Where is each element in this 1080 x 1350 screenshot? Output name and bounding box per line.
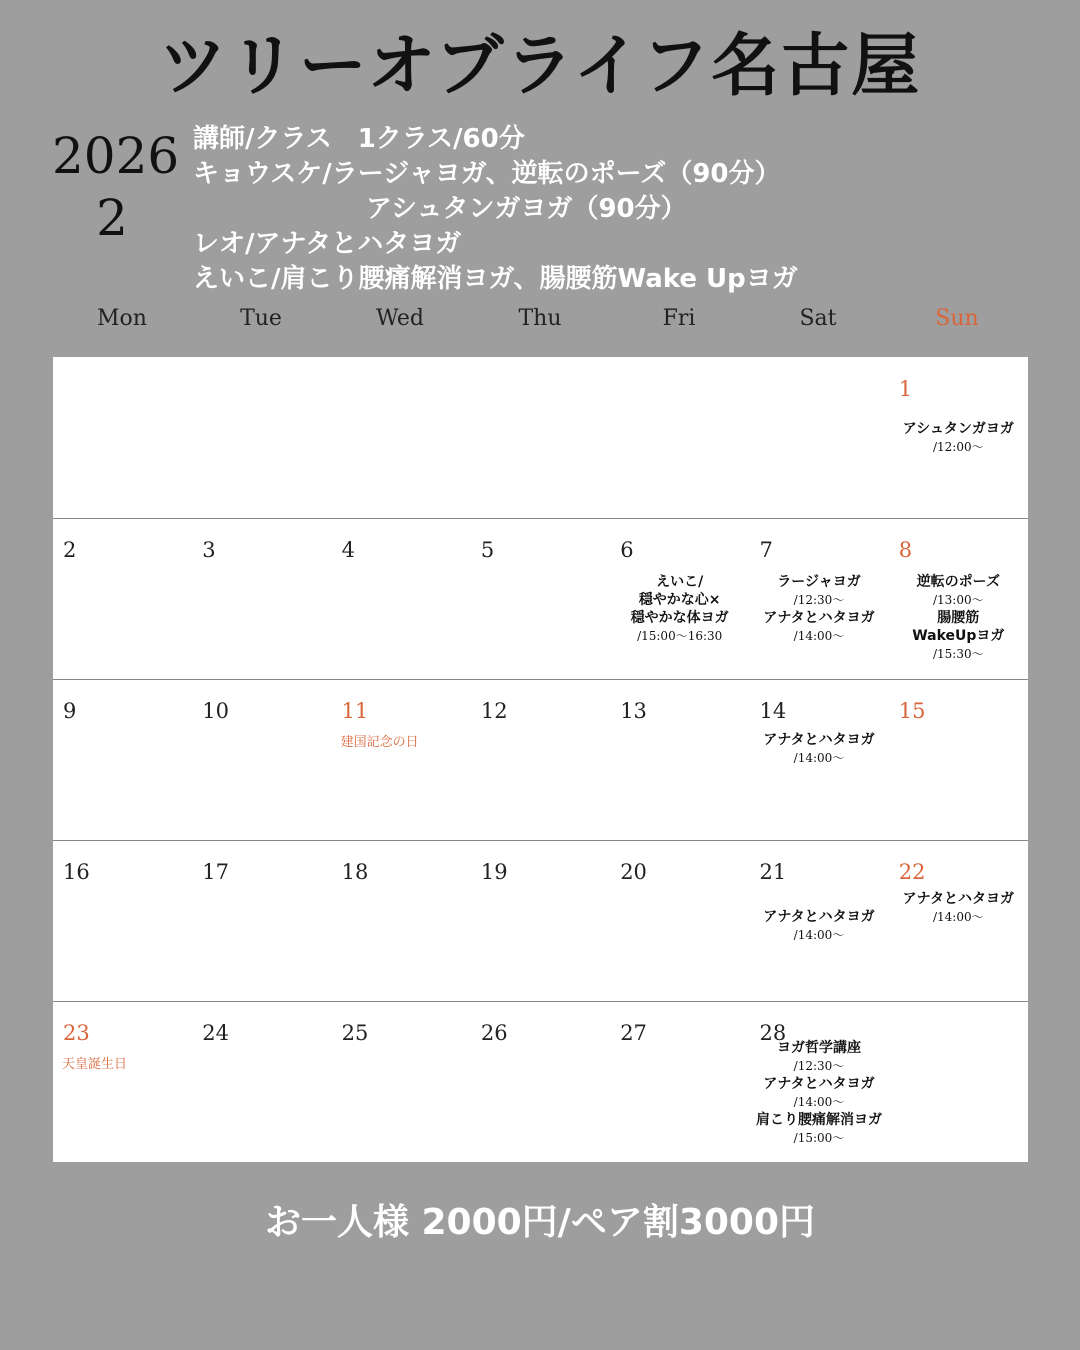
class-name: アナタとハタヨガ — [763, 732, 875, 748]
weekday-header: Mon — [97, 306, 147, 331]
day-cell — [53, 518, 192, 679]
class-name: アナタとハタヨガ — [763, 1076, 875, 1092]
day-cell — [192, 1001, 331, 1162]
calendar-grid — [53, 357, 1028, 1162]
day-number: 13 — [620, 699, 647, 723]
day-cell — [610, 679, 749, 840]
class-name: 穏やかな心× — [638, 592, 721, 608]
day-number: 20 — [620, 860, 647, 884]
day-cell — [610, 1001, 749, 1162]
day-number: 18 — [341, 860, 369, 884]
class-time: /14:00〜 — [793, 928, 845, 942]
event-list — [877, 573, 1040, 663]
weekday-header: Sat — [799, 306, 837, 331]
day-number: 14 — [759, 699, 787, 723]
day-number: 27 — [620, 1021, 647, 1045]
day-number: 22 — [898, 860, 926, 884]
info-line: キョウスケ/ラージャヨガ、逆転のポーズ（90分） — [193, 159, 781, 189]
page-title: ツリーオブライフ名古屋 — [158, 27, 922, 106]
event-list — [738, 731, 901, 767]
info-line: 講師/クラス 1クラス/60分 — [193, 124, 525, 154]
day-number: 8 — [898, 538, 913, 562]
class-name: えいこ/ — [656, 574, 704, 590]
class-name: アナタとハタヨガ — [902, 891, 1014, 907]
class-time: /14:00〜 — [793, 1095, 845, 1109]
month-label: 2 — [96, 189, 128, 247]
day-number: 16 — [63, 860, 90, 884]
weekday-header: Sun — [935, 306, 979, 331]
day-number: 2 — [63, 538, 77, 562]
day-cell — [889, 518, 1028, 679]
day-cell — [53, 679, 192, 840]
class-time: /12:00〜 — [932, 440, 984, 454]
day-number: 23 — [63, 1021, 90, 1045]
day-number: 1 — [898, 377, 913, 401]
class-name: 逆転のポーズ — [916, 574, 1000, 590]
class-name: ヨガ哲学講座 — [777, 1040, 861, 1056]
day-number: 12 — [480, 699, 508, 723]
event-list — [877, 420, 1040, 456]
day-number: 19 — [480, 860, 508, 884]
class-time: /12:30〜 — [793, 593, 845, 607]
day-number: 26 — [480, 1021, 508, 1045]
class-name: 肩こり腰痛解消ヨガ — [756, 1112, 882, 1128]
day-cell — [471, 1001, 610, 1162]
class-name: ラージャヨガ — [777, 574, 861, 590]
day-cell — [750, 518, 889, 679]
day-cell — [53, 840, 192, 1001]
class-name: 腸腰筋 — [937, 610, 980, 626]
day-number: 15 — [898, 699, 926, 723]
day-cell — [610, 518, 749, 679]
day-number: 28 — [759, 1021, 787, 1045]
event-list — [738, 1039, 901, 1147]
day-number: 3 — [202, 538, 216, 562]
day-number: 11 — [341, 699, 369, 723]
weekday-header: Tue — [240, 306, 282, 331]
class-time: /14:00〜 — [932, 910, 984, 924]
info-line: アシュタンガヨガ（90分） — [366, 194, 687, 224]
weekday-header: Fri — [662, 306, 696, 331]
class-time: /15:00〜 — [793, 1131, 845, 1145]
day-number: 4 — [341, 538, 355, 562]
day-cell — [750, 679, 889, 840]
day-cell — [192, 518, 331, 679]
day-number: 21 — [759, 860, 787, 884]
day-number: 7 — [759, 538, 773, 562]
day-cell — [889, 679, 1028, 840]
day-cell — [471, 840, 610, 1001]
day-cell — [750, 840, 889, 1001]
class-time: /13:00〜 — [932, 593, 984, 607]
info-line: レオ/アナタとハタヨガ — [193, 229, 462, 259]
day-number: 17 — [202, 860, 230, 884]
day-cell — [332, 679, 471, 840]
class-name: アナタとハタヨガ — [763, 909, 875, 925]
class-name: アシュタンガヨガ — [902, 421, 1014, 437]
day-cell — [332, 840, 471, 1001]
day-cell — [192, 840, 331, 1001]
day-cell — [889, 357, 1028, 518]
day-number: 24 — [202, 1021, 230, 1045]
day-cell — [610, 840, 749, 1001]
class-time: /15:00〜16:30 — [637, 629, 723, 643]
day-number: 9 — [63, 699, 77, 723]
day-number: 25 — [341, 1021, 369, 1045]
class-time: /14:00〜 — [793, 751, 845, 765]
day-cell — [471, 518, 610, 679]
day-cell — [889, 840, 1028, 1001]
class-name: 穏やかな体ヨガ — [630, 610, 729, 626]
holiday-label: 建国記念の日 — [340, 735, 419, 750]
class-name: アナタとハタヨガ — [763, 610, 875, 626]
class-time: /12:30〜 — [793, 1059, 845, 1073]
day-cell — [332, 518, 471, 679]
holiday-label: 天皇誕生日 — [62, 1057, 128, 1072]
year-label: 2026 — [52, 127, 180, 185]
day-cell — [471, 679, 610, 840]
day-cell — [332, 1001, 471, 1162]
class-name: WakeUpヨガ — [912, 628, 1005, 644]
day-cell — [192, 679, 331, 840]
class-time: /15:30〜 — [932, 647, 984, 661]
price-label: お一人様 2000円/ペア割3000円 — [264, 1202, 816, 1243]
weekday-header: Thu — [518, 306, 562, 331]
info-line: えいこ/肩こり腰痛解消ヨガ、腸腰筋Wake Upヨガ — [193, 264, 798, 294]
event-list — [877, 890, 1040, 926]
day-number: 10 — [202, 699, 230, 723]
day-number: 5 — [480, 538, 495, 562]
day-cell — [750, 1001, 889, 1162]
class-time: /14:00〜 — [793, 629, 845, 643]
day-number: 6 — [620, 538, 634, 562]
weekday-header: Wed — [376, 306, 424, 331]
day-cell — [53, 1001, 192, 1162]
